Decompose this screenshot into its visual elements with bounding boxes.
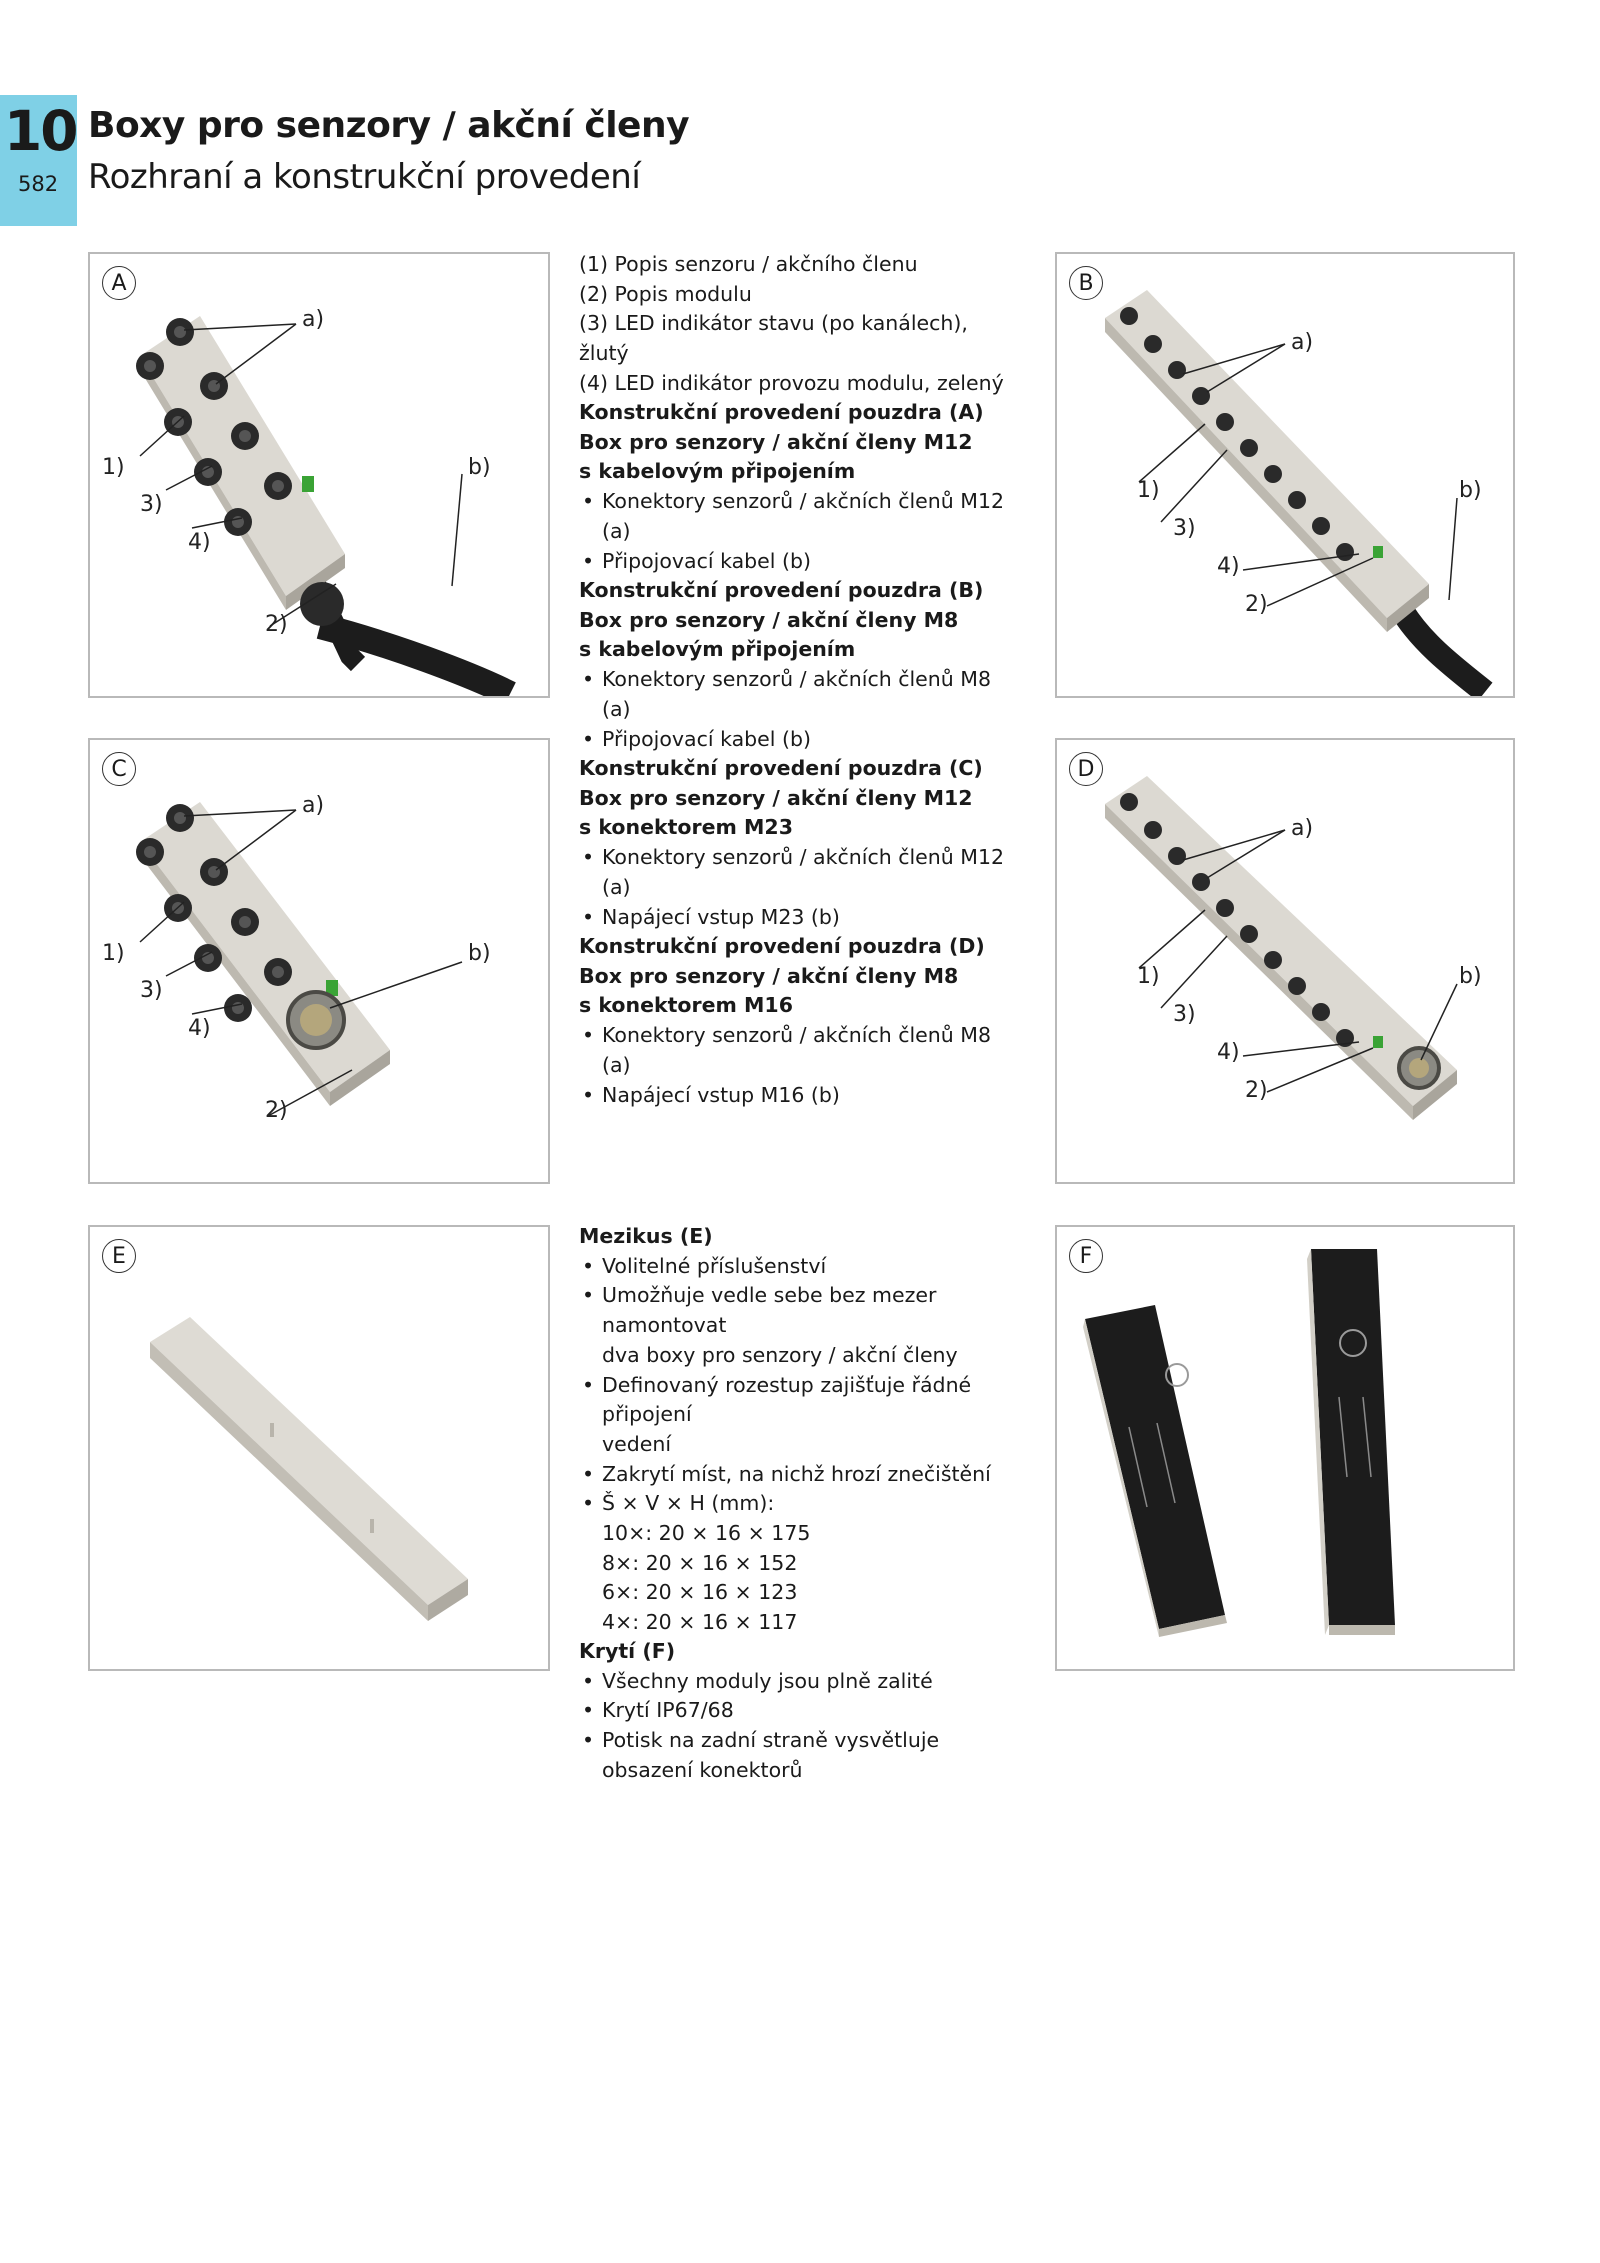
section-f — [579, 1637, 1019, 1786]
callout-2: 2) — [265, 612, 288, 637]
callout-b: b) — [468, 941, 491, 966]
dimension-row: 10×: 20 × 16 × 175 — [602, 1521, 811, 1546]
section-e — [579, 1222, 1019, 1638]
legend-item: (4) LED indikátor provozu modulu, zelený — [579, 370, 1004, 395]
callout-2: 2) — [1245, 592, 1268, 617]
section-e-heading: Mezikus (E) — [579, 1224, 713, 1248]
callout-1: 1) — [1137, 964, 1160, 989]
section-a-heading: Box pro senzory / akční členy M12 — [579, 429, 973, 454]
bullet-item: • Připojovací kabel (b) — [579, 725, 1019, 755]
panel-e — [88, 1225, 550, 1671]
panel-c — [88, 738, 550, 1184]
section-c-heading: Konstrukční provedení pouzdra (C) — [579, 756, 983, 780]
callout-3: 3) — [140, 978, 163, 1003]
section-b-heading: Box pro senzory / akční členy M8 — [579, 607, 959, 632]
panel-a-label: A — [102, 266, 136, 300]
bullet-item: • Všechny moduly jsou plně zalité — [579, 1667, 1019, 1697]
callout-b: b) — [468, 455, 491, 480]
callout-4: 4) — [188, 1016, 211, 1041]
bullet-item: • Konektory senzorů / akčních členů M12 (a) — [579, 843, 1019, 902]
section-f-heading: Krytí (F) — [579, 1639, 676, 1663]
panel-b-label: B — [1069, 266, 1103, 300]
bullet-item: • Definovaný rozestup zajišťuje řádné připojení — [579, 1371, 1019, 1430]
callout-2: 2) — [265, 1098, 288, 1123]
bullet-item: • Umožňuje vedle sebe bez mezer namontovat — [579, 1281, 1019, 1340]
callout-3: 3) — [1173, 1002, 1196, 1027]
photo-spacer — [90, 1227, 548, 1669]
callout-a: a) — [1291, 330, 1314, 355]
bullet-item: • Připojovací kabel (b) — [579, 547, 1019, 577]
section-c-heading: s konektorem M23 — [579, 815, 793, 840]
callout-3: 3) — [140, 492, 163, 517]
panel-a — [88, 252, 550, 698]
bullet-item: • Napájecí vstup M23 (b) — [579, 903, 1019, 933]
bullet-item: • Zakrytí míst, na nichž hrozí znečištění — [579, 1460, 1019, 1490]
bullet-item: • Potisk na zadní straně vysvětluje — [579, 1726, 1019, 1756]
section-d — [579, 932, 1019, 1110]
section-d-heading: Box pro senzory / akční členy M8 — [579, 963, 959, 988]
bullet-continuation: vedení — [602, 1431, 672, 1456]
callout-4: 4) — [1217, 554, 1240, 579]
panel-e-label: E — [102, 1239, 136, 1273]
callout-a: a) — [302, 793, 325, 818]
section-a-heading: Konstrukční provedení pouzdra (A) — [579, 400, 984, 424]
photo-potted-modules-rear — [1057, 1227, 1513, 1669]
section-b-heading: Konstrukční provedení pouzdra (B) — [579, 578, 984, 602]
bullet-item: • Volitelné příslušenství — [579, 1252, 1019, 1282]
legend-item: (2) Popis modulu — [579, 281, 752, 306]
callout-b: b) — [1459, 964, 1482, 989]
bullet-continuation: dva boxy pro senzory / akční členy — [602, 1342, 958, 1367]
callout-2: 2) — [1245, 1078, 1268, 1103]
section-a-heading: s kabelovým připojením — [579, 459, 856, 484]
bullet-item: • Konektory senzorů / akčních členů M12 (a) — [579, 487, 1019, 546]
dimension-row: 6×: 20 × 16 × 123 — [602, 1580, 798, 1605]
callout-1: 1) — [102, 455, 125, 480]
callout-1: 1) — [102, 941, 125, 966]
callout-b: b) — [1459, 478, 1482, 503]
photo-sensor-box-m8-m16 — [1057, 740, 1513, 1182]
bullet-item: • Konektory senzorů / akčních členů M8 (a) — [579, 665, 1019, 724]
callout-1: 1) — [1137, 478, 1160, 503]
page-subtitle: Rozhraní a konstrukční provedení — [88, 157, 641, 197]
section-d-heading: Konstrukční provedení pouzdra (D) — [579, 934, 985, 958]
legend-item: (1) Popis senzoru / akčního členu — [579, 252, 918, 276]
panel-b — [1055, 252, 1515, 698]
panel-d — [1055, 738, 1515, 1184]
section-c-heading: Box pro senzory / akční členy M12 — [579, 785, 973, 810]
page-title: Boxy pro senzory / akční členy — [88, 105, 690, 146]
bullet-item: • Napájecí vstup M16 (b) — [579, 1081, 1019, 1111]
bullet-item: • Krytí IP67/68 — [579, 1696, 1019, 1726]
callout-4: 4) — [188, 530, 211, 555]
panel-f — [1055, 1225, 1515, 1671]
callout-4: 4) — [1217, 1040, 1240, 1065]
section-c — [579, 754, 1019, 932]
panel-d-label: D — [1069, 752, 1103, 786]
bullet-item: • Konektory senzorů / akčních členů M8 (a) — [579, 1021, 1019, 1080]
dimension-row: 4×: 20 × 16 × 117 — [602, 1610, 798, 1635]
bullet-continuation: obsazení konektorů — [602, 1757, 803, 1782]
panel-f-label: F — [1069, 1239, 1103, 1273]
panel-c-label: C — [102, 752, 136, 786]
section-b — [579, 576, 1019, 754]
chapter-number: 10 — [4, 99, 77, 163]
photo-sensor-box-m8-cable — [1057, 254, 1513, 696]
page-number: 582 — [18, 172, 59, 196]
bullet-item: • Š × V × H (mm): — [579, 1489, 1019, 1519]
dimension-row: 8×: 20 × 16 × 152 — [602, 1550, 798, 1575]
section-b-heading: s kabelovým připojením — [579, 637, 856, 662]
callout-3: 3) — [1173, 516, 1196, 541]
section-d-heading: s konektorem M16 — [579, 993, 793, 1018]
legend-item: (3) LED indikátor stavu (po kanálech), žlutý — [579, 311, 968, 366]
legend-block — [579, 250, 1019, 399]
callout-a: a) — [1291, 816, 1314, 841]
callout-a: a) — [302, 307, 325, 332]
section-a — [579, 398, 1019, 576]
